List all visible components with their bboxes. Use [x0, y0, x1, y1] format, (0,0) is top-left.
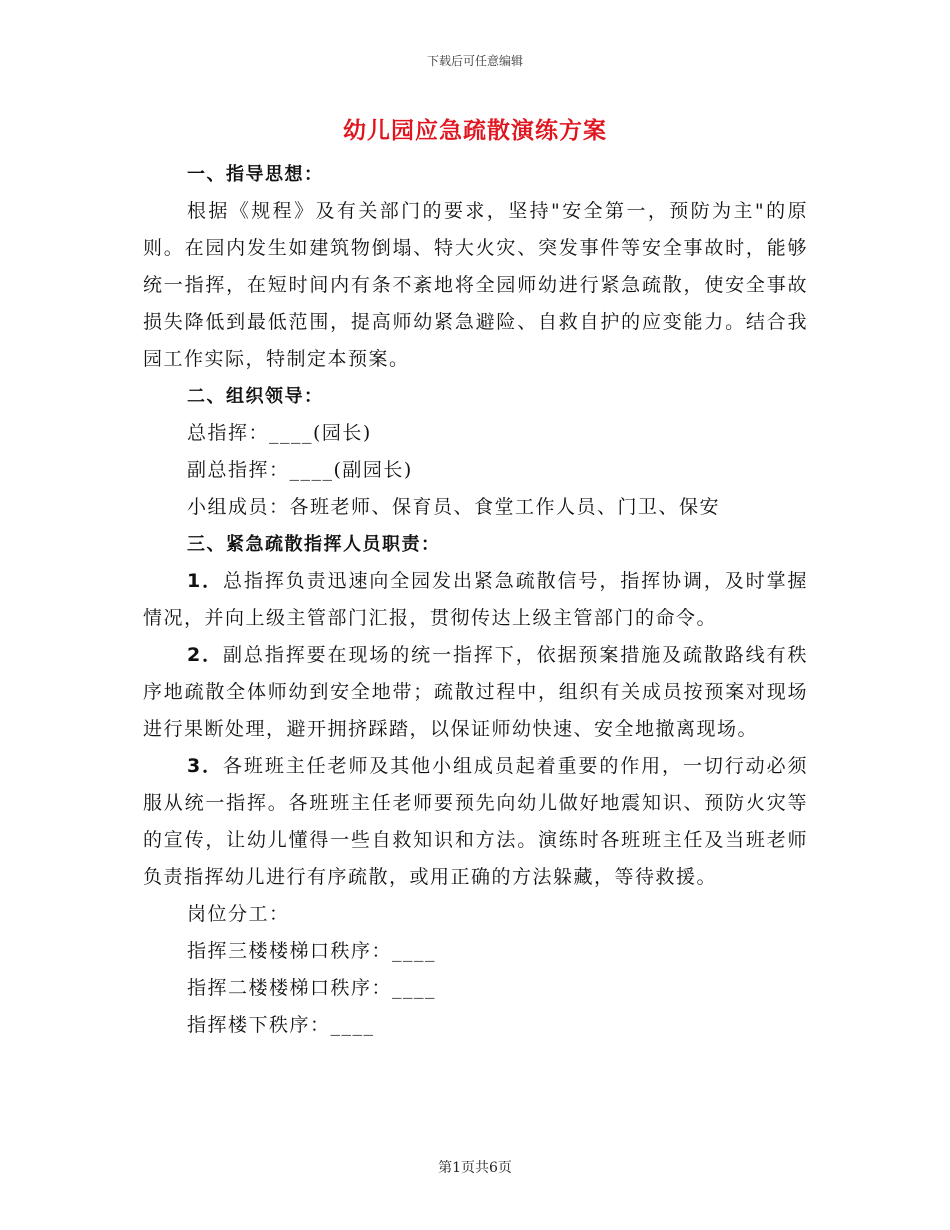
post-line-second-floor: 指挥二楼楼梯口秩序：____: [187, 977, 437, 999]
duty-item-3: [143, 748, 808, 896]
post-line-third-floor: 指挥三楼楼梯口秩序：____: [187, 940, 437, 962]
header-note: 下载后可任意编辑: [426, 54, 523, 68]
section-2-heading: 二、组织领导：: [187, 386, 324, 407]
section-3-heading: 三、紧急疏散指挥人员职责：: [187, 534, 441, 555]
duty-item-1-text: 总指挥负责迅速向全园发出紧急疏散信号，指挥协调，及时掌握情况，并向上级主管部门汇报，贯彻传达上级主管部门的命令。: [143, 570, 808, 629]
section-1-heading: 一、指导思想：: [187, 164, 324, 185]
duty-item-1-number: 1．: [187, 570, 224, 592]
chief-commander-line: 总指挥：____(园长): [187, 422, 372, 444]
section-1-paragraph: 根据《规程》及有关部门的要求，坚持"安全第一，预防为主"的原则。在园内发生如建筑物倒塌、特大火灾、突发事件等安全事故时，能够统一指挥，在短时间内有条不紊地将全园师幼进行紧急疏散，使安全事故损失降低到最低范围，提高师幼紧急避险、自救自护的应变能力。结合我园工作实际，特制定本预案。: [143, 200, 808, 370]
duty-item-3-text: 各班班主任老师及其他小组成员起着重要的作用，一切行动必须服从统一指挥。各班班主任老师要预先向幼儿做好地震知识、预防火灾等的宣传，让幼儿懂得一些自救知识和方法。演练时各班班主任及当班老师负责指挥幼儿进行有序疏散，或用正确的方法躲藏，等待救援。: [143, 755, 808, 888]
document-title: 幼儿园应急疏散演练方案: [343, 117, 607, 144]
post-line-ground-floor: 指挥楼下秩序：____: [187, 1014, 375, 1036]
posts-label: 岗位分工：: [187, 903, 290, 925]
deputy-commander-line: 副总指挥：____(副园长): [187, 459, 413, 481]
duty-item-2: [143, 637, 808, 748]
duty-item-1: [143, 563, 808, 637]
duty-item-3-number: 3．: [187, 755, 224, 777]
team-members-line: 小组成员：各班老师、保育员、食堂工作人员、门卫、保安: [187, 496, 721, 518]
document-body: [143, 156, 808, 1044]
page-footer: 第1页共6页: [438, 1160, 512, 1176]
duty-item-2-text: 副总指挥要在现场的统一指挥下，依据预案措施及疏散路线有秩序地疏散全体师幼到安全地带；疏散过程中，组织有关成员按预案对现场进行果断处理，避开拥挤踩踏，以保证师幼快速、安全地撤离现场。: [143, 644, 808, 740]
duty-item-2-number: 2．: [187, 644, 224, 666]
